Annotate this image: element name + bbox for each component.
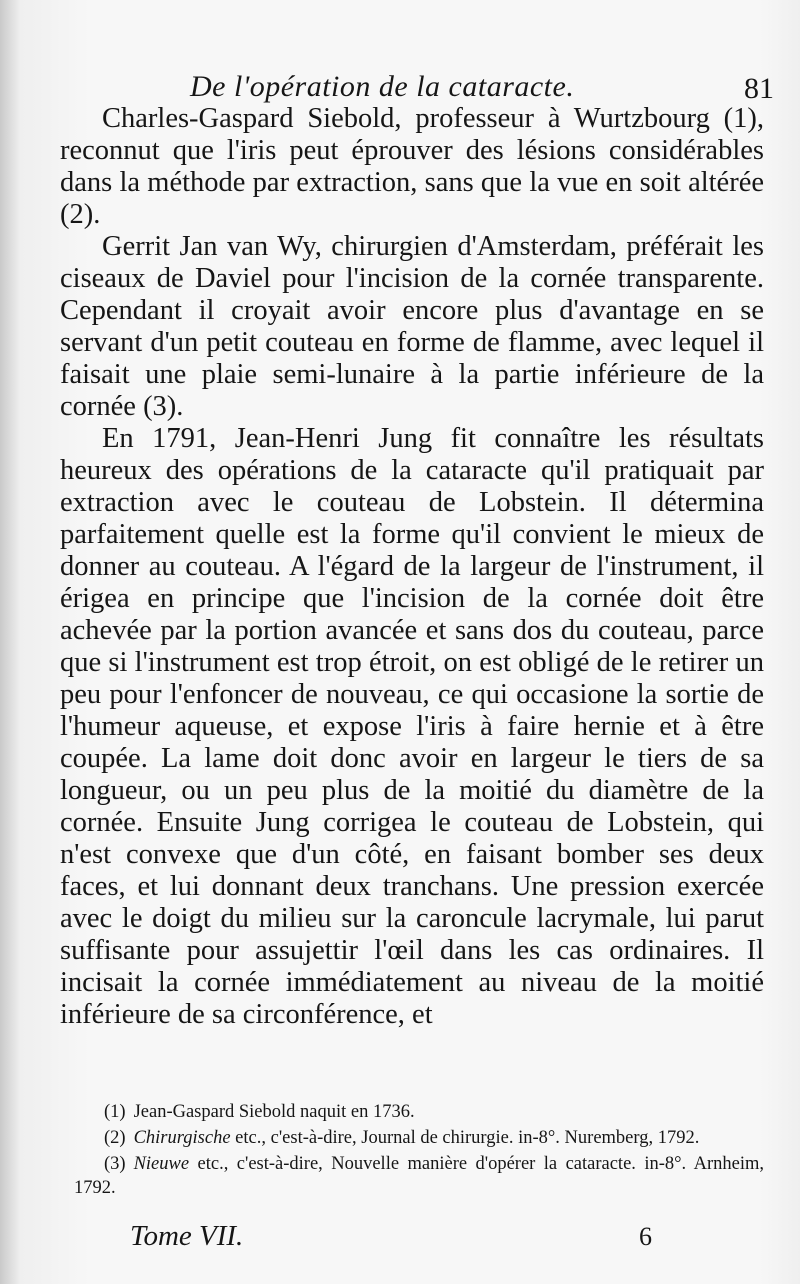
footnote-italic-title: Chirurgische: [133, 1128, 231, 1148]
running-title: De l'opération de la cataracte.: [190, 70, 575, 103]
footnote-number: (1): [104, 1102, 126, 1122]
body-text: [60, 103, 764, 1031]
paragraph: Charles-Gaspard Siebold, professeur à Wurtzbourg (1), reconnut que l'iris peut éprouver des lésions considérables dans la méthode par extraction, sans que la vue en soit altérée (2).: [60, 103, 764, 230]
page-footer: [0, 1220, 800, 1260]
footnote-italic-title: Nieuwe: [133, 1154, 190, 1174]
footnote-text: etc., c'est-à-dire, Journal de chirurgie. in-8°. Nuremberg, 1792.: [230, 1128, 700, 1148]
paragraph: En 1791, Jean-Henri Jung fit connaître les résultats heureux des opérations de la cataracte qu'il pratiquait par extraction avec le couteau de Lobstein. Il détermina parfaitement quelle est la forme qu'il convient le mieux de donner au couteau. A l'égard de la largeur de l'instrument, il érigea en principe que l'incision de la cornée doit être achevée par la portion avancée et sans dos du couteau, parce que si l'instrument est trop étroit, on est obligé de le retirer un peu pour l'enfoncer de nouveau, ce qui occasione la sortie de l'humeur aqueuse, et expose l'iris à faire hernie et à être coupée. La lame doit donc avoir en largeur le tiers de sa longueur, ou un peu plus de la moitié du diamètre de la cornée. Ensuite Jung corrigea le couteau de Lobstein, qui n'est convexe que d'un côté, en faisant bomber ses deux faces, et lui donnant deux tranchans. Une pression exercée avec le doigt du milieu sur la caroncule lacrymale, lui parut suffisante pour assujettir l'œil dans les cas ordinaires. Il incisait la cornée immédiatement au niveau de la moitié inférieure de sa circonférence, et: [60, 423, 764, 1030]
signature-mark: 6: [639, 1222, 652, 1251]
footnote: [44, 1152, 764, 1200]
page-number: 81: [744, 72, 774, 105]
footnote-number: (2): [104, 1128, 126, 1148]
footnote-text: Jean-Gaspard Siebold naquit en 1736.: [133, 1102, 415, 1122]
footnote-text: etc., c'est-à-dire, Nouvelle manière d'opérer la cataracte. in-8°. Arnheim, 1792.: [74, 1154, 764, 1198]
footnote-number: (3): [104, 1154, 126, 1174]
footnotes: [74, 1100, 764, 1202]
footnote: [44, 1126, 764, 1150]
volume-signature: Tome VII.: [130, 1220, 244, 1252]
paragraph: Gerrit Jan van Wy, chirurgien d'Amsterdam, préférait les ciseaux de Daviel pour l'incision de la cornée transparente. Cependant il croyait avoir encore plus d'avantage en se servant d'un petit couteau en forme de flamme, avec lequel il faisait une plaie semi-lunaire à la partie inférieure de la cornée (3).: [60, 231, 764, 422]
footnote: [44, 1100, 764, 1124]
